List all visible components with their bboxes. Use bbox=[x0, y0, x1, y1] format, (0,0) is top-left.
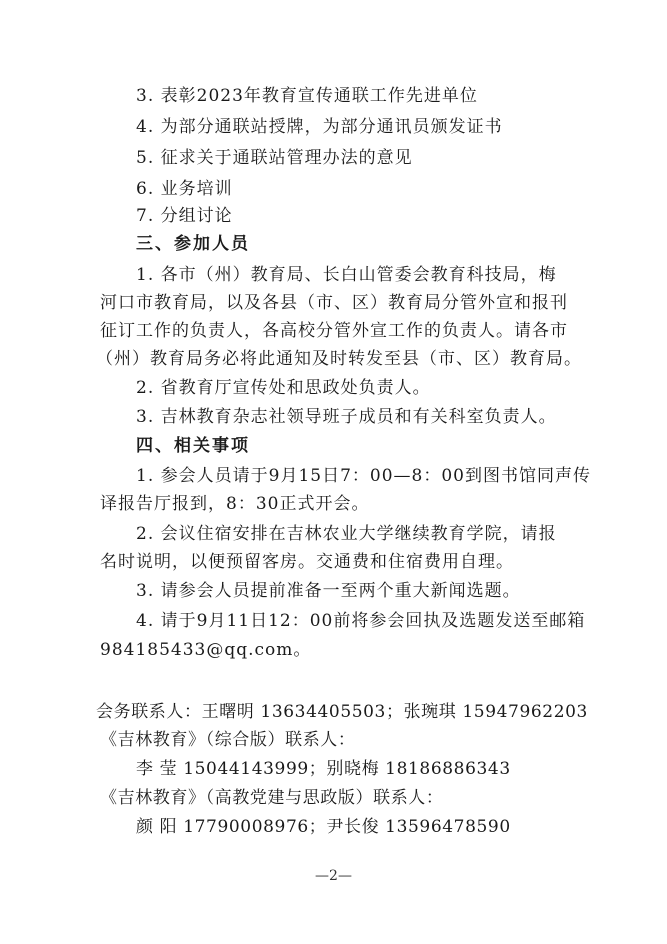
participants-line: 1. 各市（州）教育局、长白山管委会教育科技局，梅 bbox=[136, 265, 557, 285]
participants-line: 2. 省教育厅宣传处和思政处负责人。 bbox=[136, 378, 431, 398]
contact-line-conference: 会务联系人：王曙明 13634405503；张琬琪 15947962203 bbox=[96, 702, 588, 722]
contact-line-higher-ed-edition: 《吉林教育》（高教党建与思政版）联系人： bbox=[100, 788, 444, 808]
matters-line: 译报告厅报到，8：30正式开会。 bbox=[100, 494, 370, 514]
section-heading-matters: 四、相关事项 bbox=[136, 436, 250, 456]
contact-line-comprehensive-names: 李 莹 15044143999；别晓梅 18186886343 bbox=[136, 759, 511, 779]
matters-line: 1. 参会人员请于9月15日7：00—8：00到图书馆同声传 bbox=[136, 466, 591, 486]
participants-line: 河口市教育局，以及各县（市、区）教育局分管外宣和报刊 bbox=[100, 293, 568, 313]
matters-line: 3. 请参会人员提前准备一至两个重大新闻选题。 bbox=[136, 581, 521, 601]
matters-line: 名时说明，以便预留客房。交通费和住宿费用自理。 bbox=[100, 552, 514, 572]
participants-line: 征订工作的负责人，各高校分管外宣工作的负责人。请各市 bbox=[100, 321, 568, 341]
agenda-item-5: 5. 征求关于通联站管理办法的意见 bbox=[136, 148, 413, 168]
agenda-item-4: 4. 为部分通联站授牌，为部分通讯员颁发证书 bbox=[136, 117, 503, 137]
agenda-item-3: 3. 表彰2023年教育宣传通联工作先进单位 bbox=[136, 86, 478, 106]
participants-line: （州）教育局务必将此通知及时转发至县（市、区）教育局。 bbox=[96, 349, 582, 369]
contact-line-higher-ed-names: 颜 阳 17790008976；尹长俊 13596478590 bbox=[136, 817, 511, 837]
matters-line: 2. 会议住宿安排在吉林农业大学继续教育学院，请报 bbox=[136, 524, 557, 544]
contact-line-comprehensive-edition: 《吉林教育》（综合版）联系人： bbox=[100, 730, 356, 750]
participants-line: 3. 吉林教育杂志社领导班子成员和有关科室负责人。 bbox=[136, 407, 557, 427]
agenda-item-6: 6. 业务培训 bbox=[136, 179, 233, 199]
email-address: 984185433@qq.com。 bbox=[100, 640, 312, 660]
matters-line: 4. 请于9月11日12：00前将参会回执及选题发送至邮箱 bbox=[136, 611, 586, 631]
page-number: —2— bbox=[315, 868, 352, 884]
section-heading-participants: 三、参加人员 bbox=[136, 234, 250, 254]
agenda-item-7: 7. 分组讨论 bbox=[136, 206, 233, 226]
